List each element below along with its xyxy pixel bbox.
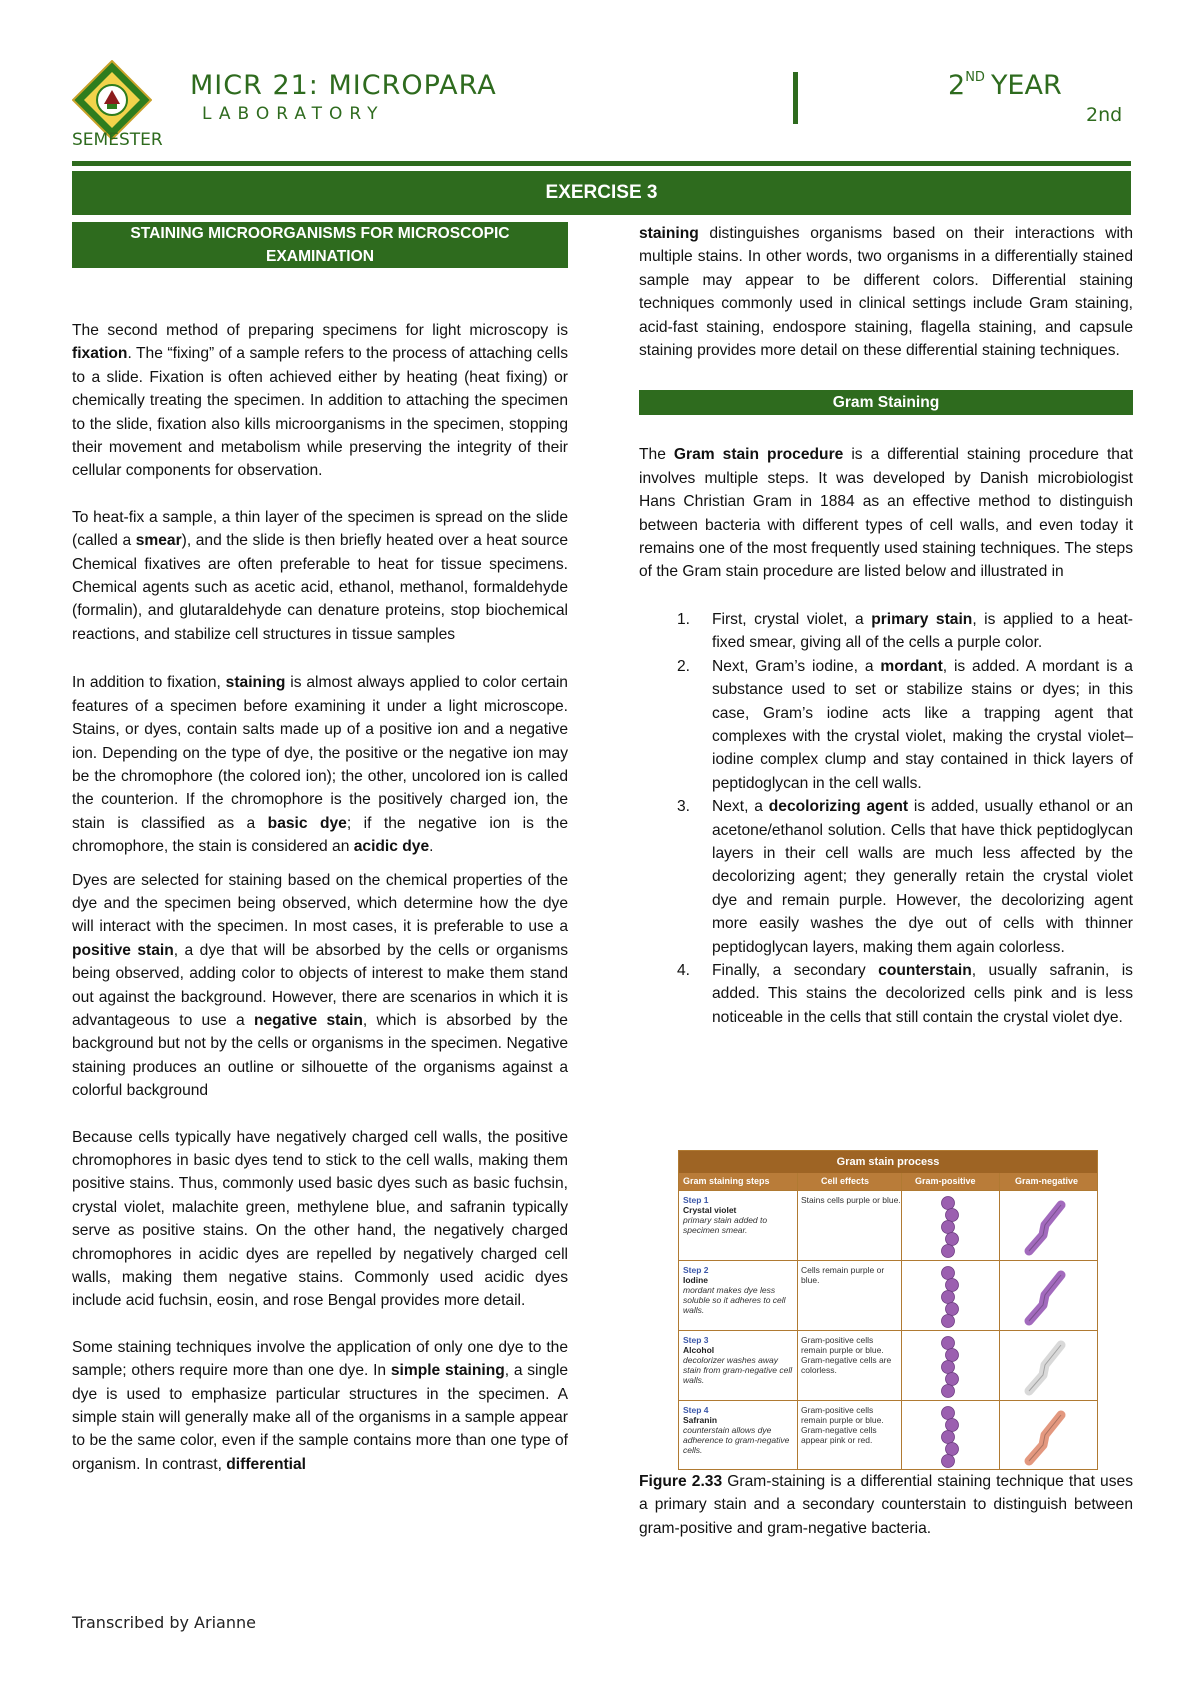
gram-positive-cells-icon [901,1331,999,1401]
rod-cell [1029,1415,1061,1461]
coccus-cell [942,1431,955,1444]
coccus-cell [942,1221,955,1234]
gram-stain-figure [678,1150,1098,1470]
paragraph-differential: staining distinguishes organisms based on their interactions with multiple stains. In other words, two organisms in a differentially stained sample may appear to be different colors. Differential staining techniques commonly used in clinical settings include Gram staining, acid-fast staining, endospore staining, flagella staining, and capsule staining provides more detail on these differential staining techniques. [639,225,1133,360]
paragraph-heat-fix: To heat-fix a sample, a thin layer of the specimen is spread on the slide (called a smear), and the slide is then briefly heated over a heat source Chemical fixatives are often preferable to heat for tissue specimens. Chemical agents such as acetic acid, ethanol, methanol, formaldehyde (formalin), and glutaraldehyde can denature proteins, stop biochemical reactions, and stabilize cell structures in tissue samples [72,508,568,643]
paragraph-simple-staining: Some staining techniques involve the application of only one dye to the sample; others require more than one dye. In simple staining, a single dye is used to emphasize particular structures in the specimen. A simple stain will generally make all of the organisms in a sample appear to be the same color, even if the sample contains more than one type of organism. In contrast, differential [72,1338,569,1473]
list-item: 2. Next, Gram’s iodine, a mordant, is added. A mordant is a substance used to set or stabilize stains or dyes; in this case, Gram’s iodine acts like a trapping agent that complexes with the crystal violet, making the crystal violet–iodine complex clump and stay contained in thick layers of peptidoglycan in the cell walls. [677,657,1133,792]
section-heading: STAINING MICROORGANISMS FOR MICROSCOPIC EXAMINATION [72,222,568,268]
school-seal-icon [72,60,152,140]
coccus-cell [946,1303,959,1316]
gram-negative-rod-icon [999,1191,1097,1261]
figure-row: Step 2 Iodine mordant makes dye less soluble so it adheres to cell walls. Cells remain purple or blue. [679,1260,1097,1331]
gram-positive-cells-icon [901,1401,999,1471]
coccus-cell [946,1279,959,1292]
semester-label: SEMESTER [72,130,163,150]
figure-title: Gram stain process [679,1151,1097,1173]
coccus-cell [942,1197,955,1210]
rod-cell [1029,1275,1061,1321]
coccus-cell [942,1455,955,1468]
coccus-cell [946,1419,959,1432]
coccus-cell [942,1315,955,1328]
gram-negative-rod-icon [999,1401,1097,1471]
header-rule [72,161,1131,166]
figure-row: Step 1 Crystal violet primary stain added to specimen smear. Stains cells purple or blue. [679,1190,1097,1261]
right-column [639,222,1133,1029]
coccus-cell [946,1349,959,1362]
coccus-cell [946,1233,959,1246]
gram-steps-list [639,608,1133,1029]
list-item: 4. Finally, a secondary counterstain, usually safranin, is added. This stains the decolorized cells pink and is less noticeable in the cells that still contain the crystal violet dye. [677,961,1133,1026]
course-title: MICR 21: MICROPARA [190,70,497,101]
gram-negative-rod-icon [999,1261,1097,1331]
left-column [72,222,568,1476]
paragraph-staining: In addition to fixation, staining is almost always applied to color certain features of a specimen before examining it under a light microscope. Stains, or dyes, contain salts made up of a positive ion and a negative ion. Depending on the type of dye, the positive or the negative ion may be the chromophore (the colored ion); the other, uncolored ion is called the counterion. If the chromophore is the positively charged ion, the stain is classified as a basic dye; if the negative ion is the chromophore, the stain is considered an acidic dye. [72,674,568,856]
semester-ordinal: 2nd [1086,104,1123,126]
header-divider [793,72,798,124]
paragraph-fixation: The second method of preparing specimens for light microscopy is fixation. The “fixing” of a sample refers to the process of attaching cells to a slide. Fixation is often achieved either by heating (heat fixing) or chemically treating the specimen. In addition to attaching the specimen to the slide, fixation also kills microorganisms in the specimen, stopping their movement and metabolism while preserving the integrity of their cellular components for observation. [72,322,568,480]
figure-caption: Figure 2.33 Gram-staining is a differential staining technique that uses a primary stain and a secondary counterstain to distinguish between gram-positive and gram-negative bacteria. [639,1473,1133,1537]
footer-credit: Transcribed by Arianne [72,1613,256,1632]
figure-header-cell: Cell effects [821,1176,870,1186]
figure-header-cell: Gram-positive [915,1176,976,1186]
coccus-cell [942,1267,955,1280]
list-item: 3. Next, a decolorizing agent is added, usually ethanol or an acetone/ethanol solution. Cells that have thick peptidoglycan layers in their cell walls are much less affected by the decolorizing agent; they generally retain the crystal violet dye and remain purple. However, the decolorizing agent more easily washes the dye out of cells with thinner peptidoglycan layers, making them again colorless. [677,798,1133,956]
coccus-cell [942,1245,955,1258]
paragraph-cell-walls: Because cells typically have negatively charged cell walls, the positive chromophores in basic dyes tend to stick to the cell walls, making them positive stains. Thus, commonly used basic dyes such as basic fuchsin, crystal violet, malachite green, methylene blue, and safranin typically serve as positive stains. On the other hand, the negatively charged chromophores in acidic dyes are repelled by negatively charged cell walls, making them negative stains. Commonly used acidic dyes include acid fuchsin, eosin, and rose Bengal provides more detail. [72,1128,568,1310]
gram-positive-cells-icon [901,1261,999,1331]
rod-cell [1029,1345,1061,1391]
list-item: 1. First, crystal violet, a primary stain, is applied to a heat-fixed smear, giving all of the cells a purple color. [677,610,1134,652]
course-subtitle: LABORATORY [202,104,385,124]
figure-header-cell: Gram-negative [1015,1176,1079,1186]
figure-header-cell: Gram staining steps [683,1176,770,1186]
paragraph-dyes: Dyes are selected for staining based on the chemical properties of the dye and the specimen being observed, which determine how the dye will interact with the specimen. In most cases, it is preferable to use a positive stain, a dye that will be absorbed by the cells or organisms being observed, adding color to objects of interest to make them stand out against the background. However, there are scenarios in which it is advantageous to use a negative stain, which is absorbed by the background but not by the cells or organisms in the specimen. Negative staining produces an outline or silhouette of the organisms against a colorful background [72,871,569,1100]
coccus-cell [942,1385,955,1398]
gram-positive-cells-icon [901,1191,999,1261]
coccus-cell [946,1209,959,1222]
figure-header-row [679,1173,1097,1190]
figure-row: Step 3 Alcohol decolorizer washes away stain from gram-negative cell walls. Gram-positive cells remain purple or blue. Gram-negative cells are colorless. [679,1330,1097,1401]
coccus-cell [942,1337,955,1350]
rod-cell [1029,1205,1061,1251]
figure-row: Step 4 Safranin counterstain allows dye adherence to gram-negative cells. Gram-positive cells remain purple or blue. Gram-negative cells appear pink or red. [679,1400,1097,1471]
year-label: 2ND YEAR [948,70,1062,101]
paragraph-gram-procedure: The Gram stain procedure is a differential staining procedure that involves multiple steps. It was developed by Danish microbiologist Hans Christian Gram in 1884 as an effective method to distinguish between bacteria with different types of cell walls, and even today it remains one of the most frequently used staining techniques. The steps of the Gram stain procedure are listed below and illustrated in [639,446,1133,581]
coccus-cell [942,1407,955,1420]
exercise-title: EXERCISE 3 [72,171,1131,215]
coccus-cell [942,1361,955,1374]
coccus-cell [946,1373,959,1386]
coccus-cell [942,1291,955,1304]
gram-staining-heading: Gram Staining [639,390,1133,415]
coccus-cell [946,1443,959,1456]
gram-negative-rod-icon [999,1331,1097,1401]
